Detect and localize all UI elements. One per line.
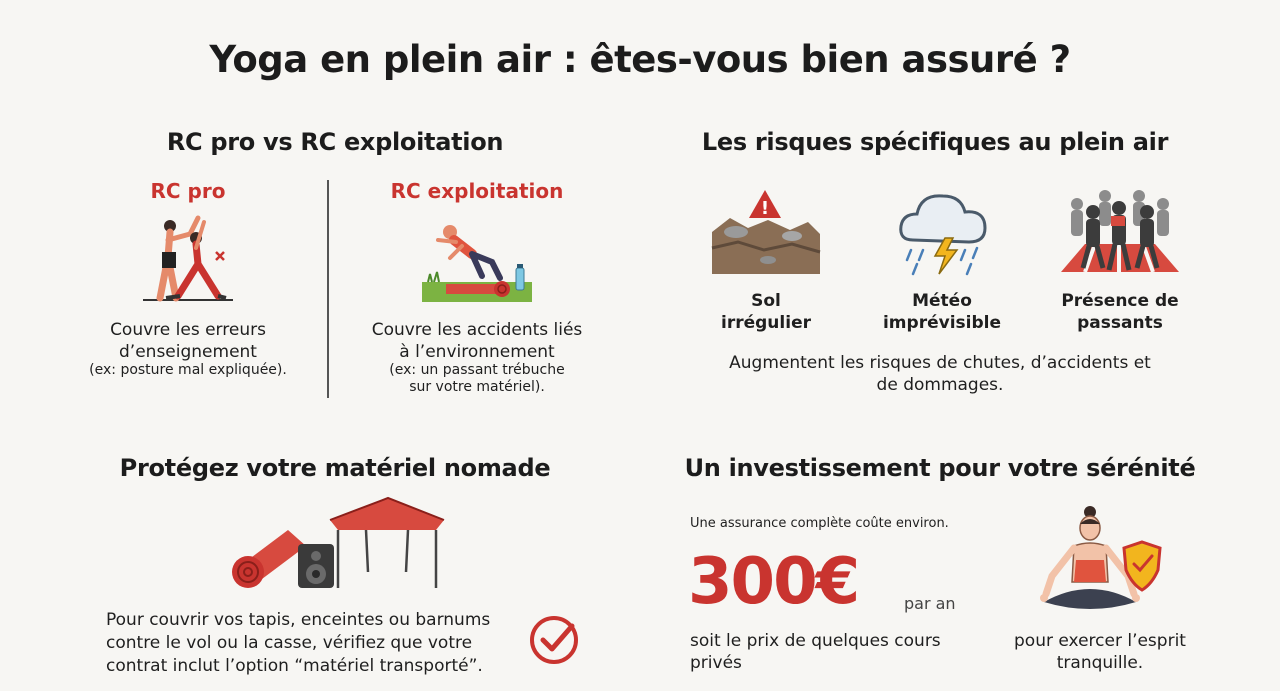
investment-peace-line2: tranquille. [1056, 653, 1144, 673]
price-period: par an [904, 594, 956, 613]
rc-divider [327, 180, 329, 398]
tripping-person-icon [420, 218, 535, 306]
rc-pro-label: RC pro [150, 179, 226, 203]
uneven-ground-icon [708, 188, 824, 276]
yoga-teacher-icon [138, 212, 238, 304]
price-value: 300€ [688, 545, 859, 619]
rc-exploitation-label: RC exploitation [390, 179, 564, 203]
risk-label-passersby-line2: passants [1077, 313, 1163, 333]
page-title: Yoga en plein air : êtes-vous bien assuré ? [209, 38, 1071, 81]
rc-exploitation-desc-line1: Couvre les accidents liés [371, 320, 583, 340]
rc-pro-desc-line2: d’enseignement [119, 342, 257, 362]
checkmark-icon [528, 614, 580, 666]
storm-cloud-icon [895, 186, 991, 276]
rc-exploitation-example-line2: sur votre matériel). [409, 379, 545, 395]
risk-label-ground-line2: irrégulier [721, 313, 811, 333]
material-desc-line3: contrat inclut l’option “matériel transporté”. [106, 656, 483, 676]
svg-text:!: ! [760, 198, 770, 219]
nomad-equipment-icon [226, 496, 448, 592]
risk-label-passersby-line1: Présence de [1061, 291, 1179, 311]
material-heading: Protégez votre matériel nomade [119, 454, 551, 482]
rc-pro-desc-line1: Couvre les erreurs [110, 320, 266, 340]
material-desc-line1: Pour couvrir vos tapis, enceintes ou barnums [106, 610, 491, 630]
investment-peace-line1: pour exercer l’esprit [1014, 631, 1186, 651]
meditating-person-icon [1038, 506, 1164, 622]
crowd-icon [1055, 186, 1185, 276]
rc-exploitation-desc-line2: à l’environnement [399, 342, 555, 362]
risks-heading: Les risques spécifiques au plein air [701, 128, 1169, 156]
rc-exploitation-example-line1: (ex: un passant trébuche [389, 362, 565, 378]
rc-pro-example: (ex: posture mal expliquée). [89, 362, 287, 378]
rc-heading: RC pro vs RC exploitation [166, 128, 504, 156]
investment-compare-line2: privés [690, 653, 742, 673]
risks-summary-line1: Augmentent les risques de chutes, d’accidents et [729, 353, 1151, 373]
risk-label-ground-line1: Sol [751, 291, 781, 311]
material-desc-line2: contre le vol ou la casse, vérifiez que votre [106, 633, 473, 653]
risk-label-weather-line2: imprévisible [882, 313, 1001, 333]
investment-heading: Un investissement pour votre sérénité [684, 454, 1196, 482]
risk-label-weather-line1: Météo [912, 291, 972, 311]
investment-intro: Une assurance complète coûte environ. [690, 516, 949, 531]
investment-compare-line1: soit le prix de quelques cours [690, 631, 941, 651]
risks-summary-line2: de dommages. [876, 375, 1004, 395]
